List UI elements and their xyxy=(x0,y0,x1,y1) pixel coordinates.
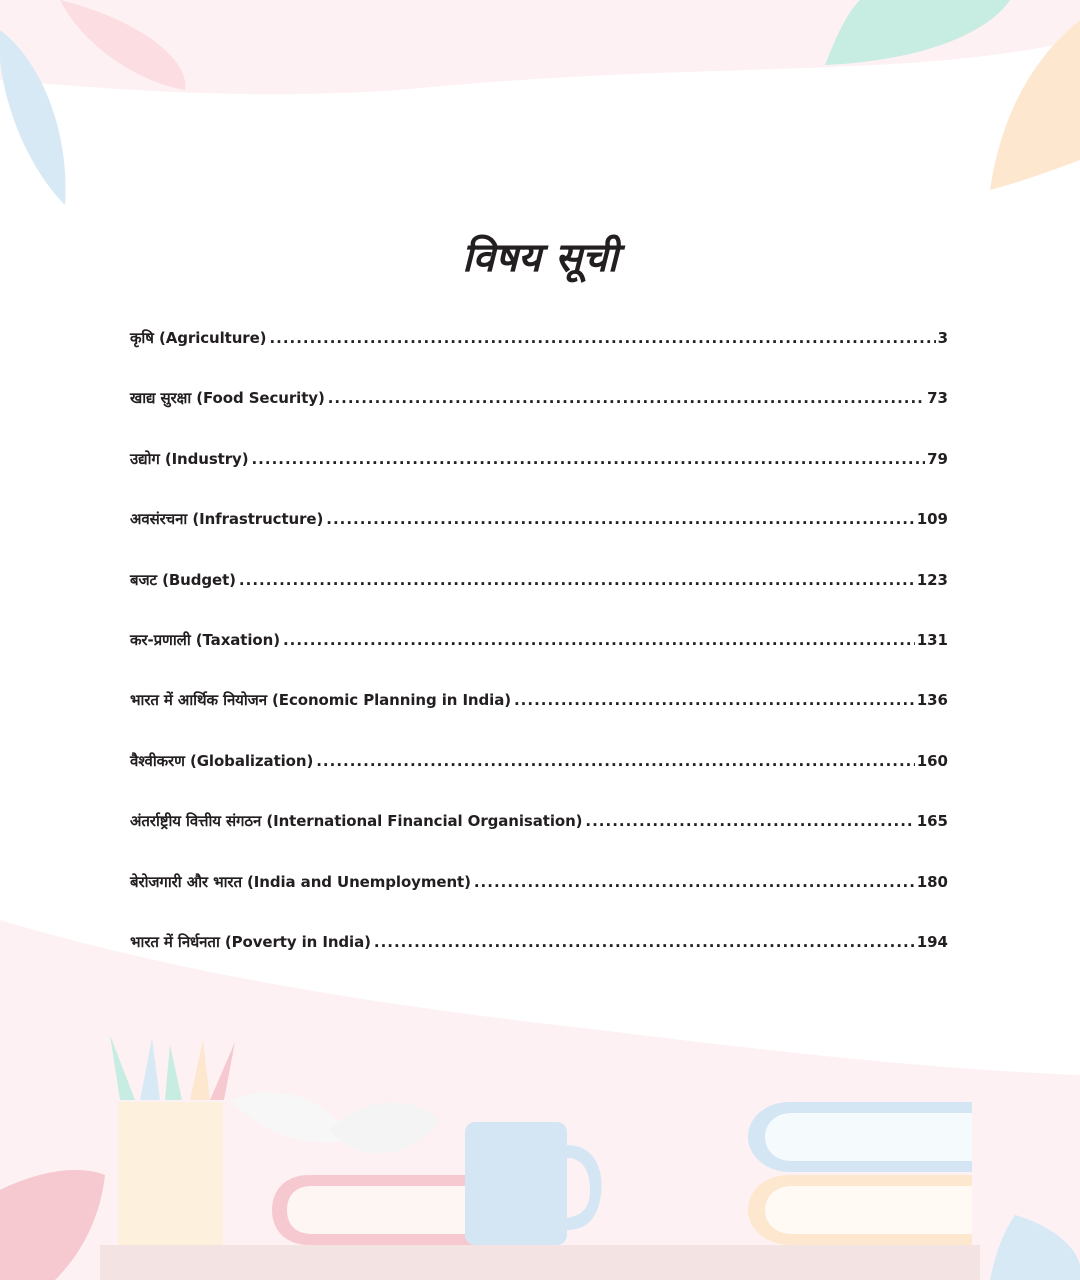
toc-entry-title: भारत में निर्धनता (Poverty in India) xyxy=(130,932,371,951)
toc-entry-title: वैश्वीकरण (Globalization) xyxy=(130,751,314,770)
toc-leader xyxy=(239,571,915,589)
toc-entry xyxy=(130,932,948,992)
toc-leader xyxy=(326,510,914,528)
toc-entry-page: 165 xyxy=(916,812,948,831)
toc-entry-page: 194 xyxy=(916,932,948,951)
toc-entry xyxy=(130,328,948,388)
toc-leader xyxy=(316,752,914,770)
toc-entry-page: 131 xyxy=(916,630,948,649)
toc-entry-page: 109 xyxy=(916,510,948,529)
toc-entry-title: कृषि (Agriculture) xyxy=(130,329,267,347)
toc-entry-title: कर-प्रणाली (Taxation) xyxy=(130,630,280,649)
toc-leader xyxy=(283,631,915,649)
toc-entry xyxy=(130,811,948,871)
toc-entry-title: उद्योग (Industry) xyxy=(130,449,249,468)
toc-entry xyxy=(130,751,948,811)
toc-entry-page: 123 xyxy=(916,570,948,589)
toc-leader xyxy=(328,389,925,407)
toc-entry xyxy=(130,388,948,448)
toc-entry xyxy=(130,872,948,932)
toc-entry-title: बजट (Budget) xyxy=(130,570,236,589)
toc-entry-title: बेरोजगारी और भारत (India and Unemployment) xyxy=(130,872,471,891)
toc-entry xyxy=(130,449,948,509)
toc-entry xyxy=(130,630,948,690)
toc-entry-title: भारत में आर्थिक नियोजन (Economic Planning in India) xyxy=(130,691,511,710)
toc-entry xyxy=(130,509,948,569)
toc-entry-page: 73 xyxy=(927,389,948,408)
toc-entry-title: खाद्य सुरक्षा (Food Security) xyxy=(130,389,325,408)
toc-entry xyxy=(130,690,948,750)
toc-leader xyxy=(374,933,915,951)
toc-leader xyxy=(269,329,935,347)
toc-leader xyxy=(251,450,925,468)
toc-entry-title: अंतर्राष्ट्रीय वित्तीय संगठन (International Financial Organisation) xyxy=(130,812,583,831)
toc-leader xyxy=(474,873,915,891)
toc-entry xyxy=(130,570,948,630)
toc-leader xyxy=(514,691,915,709)
toc-entry-title: अवसंरचना (Infrastructure) xyxy=(130,510,324,529)
table-of-contents xyxy=(130,328,948,992)
toc-entry-page: 160 xyxy=(916,751,948,770)
toc-entry-page: 180 xyxy=(916,872,948,891)
toc-leader xyxy=(585,812,914,830)
page-title: विषय सूची xyxy=(462,234,618,281)
toc-entry-page: 3 xyxy=(937,329,948,347)
toc-entry-page: 136 xyxy=(916,691,948,710)
toc-entry-page: 79 xyxy=(927,449,948,468)
